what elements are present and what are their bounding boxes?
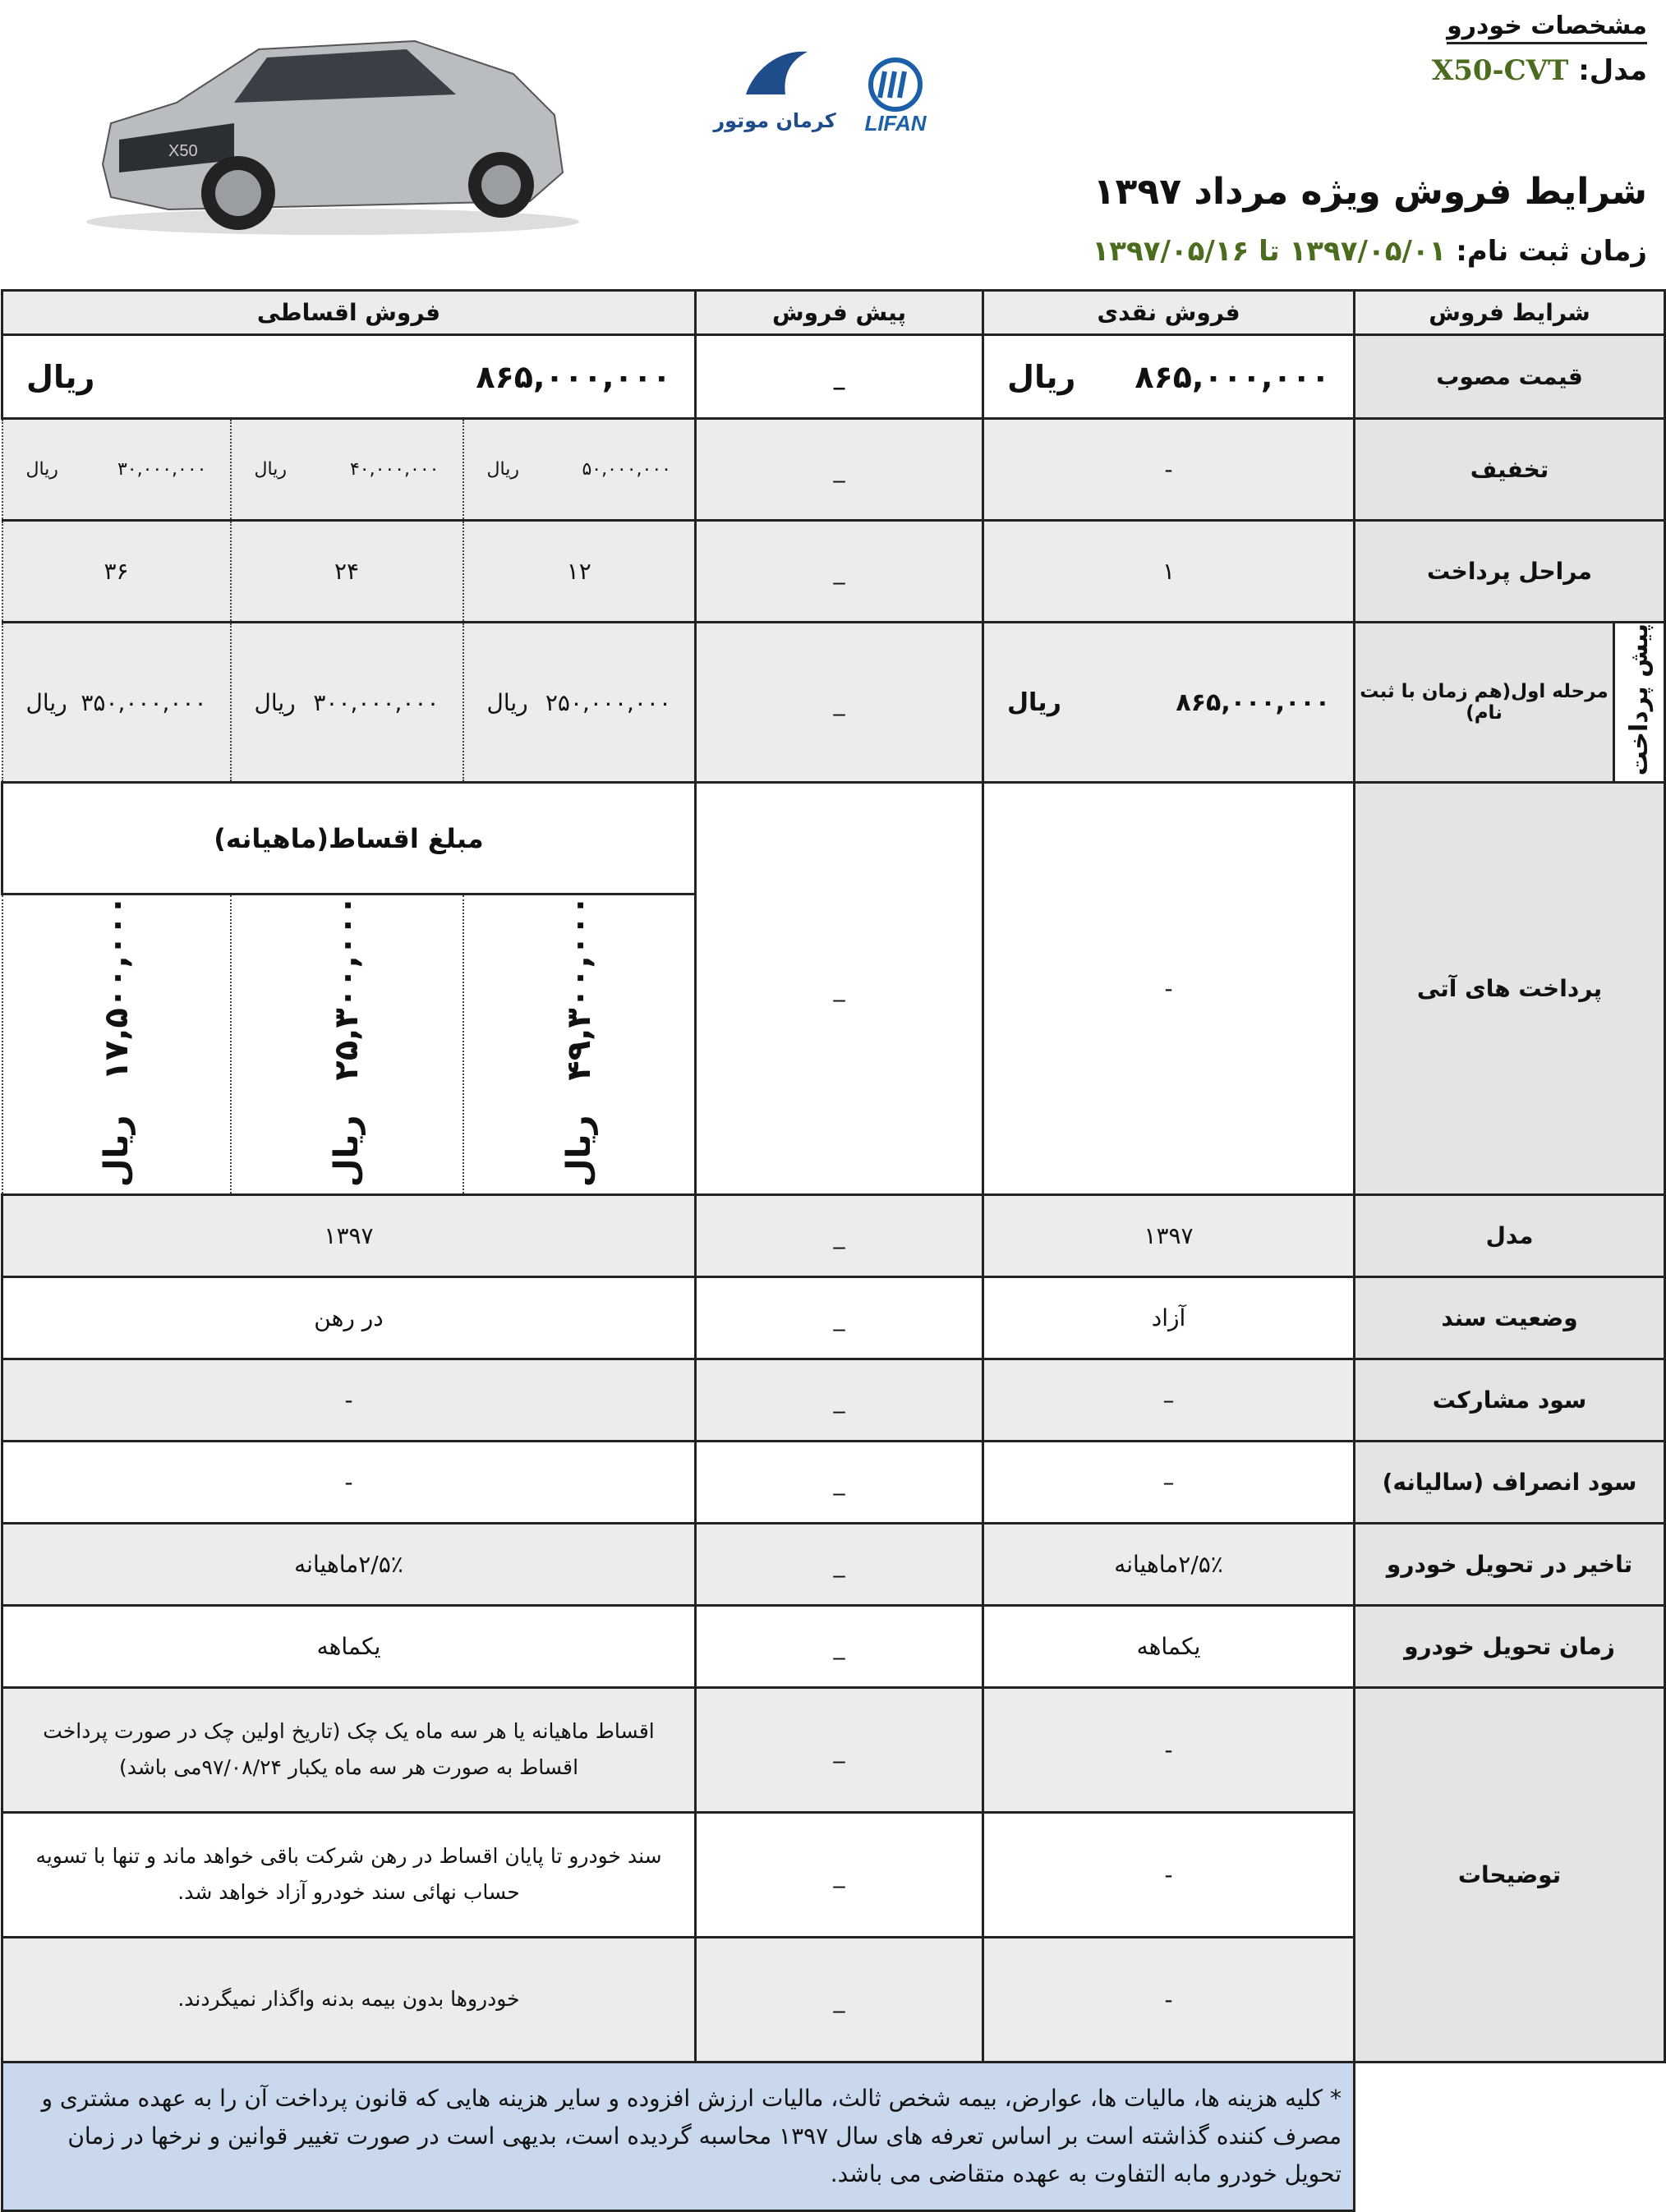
lifan-wordmark: LIFAN — [864, 111, 927, 136]
cash-future: - — [983, 783, 1355, 1194]
discount-36: ۳۰,۰۰۰,۰۰۰ ریال — [2, 419, 231, 521]
cash-delay: ۲/۵٪ماهیانه — [983, 1523, 1355, 1605]
stages-12: ۱۲ — [463, 521, 696, 623]
presale-delivery: _ — [696, 1605, 983, 1687]
car-badge: X50 — [168, 142, 198, 160]
page-title: شرایط فروش ویژه مرداد ۱۳۹۷ — [1093, 171, 1647, 213]
col-header-cash: فروش نقدی — [983, 291, 1355, 335]
cash-cancel: – — [983, 1441, 1355, 1523]
cash-note-2: - — [983, 1812, 1355, 1937]
row-label-model: مدل — [1355, 1194, 1665, 1276]
stages-36: ۳۶ — [2, 521, 231, 623]
row-label-price: قیمت مصوب — [1355, 335, 1665, 419]
presale-partnership: _ — [696, 1359, 983, 1441]
installment-model: ۱۳۹۷ — [2, 1194, 696, 1276]
installment-note-3: خودروها بدون بیمه بدنه واگذار نمیگردند. — [2, 1937, 696, 2062]
installment-partnership: - — [2, 1359, 696, 1441]
installment-delivery: یکماهه — [2, 1605, 696, 1687]
row-label-partnership: سود مشارکت — [1355, 1359, 1665, 1441]
presale-future: _ — [696, 783, 983, 1194]
presale-price: _ — [696, 335, 983, 419]
sales-conditions-table — [1, 289, 1666, 2212]
installment-delay: ۲/۵٪ماهیانه — [2, 1523, 696, 1605]
kerman-wordmark: کرمان موتور — [713, 109, 836, 132]
kerman-motor-logo — [713, 45, 836, 136]
row-label-discount: تخفیف — [1355, 419, 1665, 521]
presale-discount: _ — [696, 419, 983, 521]
col-header-installment: فروش اقساطی — [2, 291, 696, 335]
row-label-notes: توضیحات — [1355, 1687, 1665, 2062]
model-value: X50-CVT — [1431, 54, 1569, 87]
row-label-delay: تاخیر در تحویل خودرو — [1355, 1523, 1665, 1605]
monthly-12: ۴۹,۳۰۰,۰۰۰ ریال — [463, 894, 696, 1194]
cash-discount: - — [983, 419, 1355, 521]
registration-label: زمان ثبت نام: — [1456, 235, 1647, 268]
car-image — [70, 25, 596, 238]
installment-price: ۸۶۵,۰۰۰,۰۰۰ ریال — [2, 335, 696, 419]
prepay-36: ۳۵۰,۰۰۰,۰۰۰ ریال — [2, 623, 231, 783]
spec-title: مشخصات خودرو — [1447, 11, 1647, 44]
cash-note-3: - — [983, 1937, 1355, 2062]
presale-note-1: _ — [696, 1687, 983, 1812]
prepay-24: ۳۰۰,۰۰۰,۰۰۰ ریال — [231, 623, 463, 783]
cash-deed: آزاد — [983, 1276, 1355, 1359]
prepay-12: ۲۵۰,۰۰۰,۰۰۰ ریال — [463, 623, 696, 783]
presale-note-2: _ — [696, 1812, 983, 1937]
row-label-stages: مراحل پرداخت — [1355, 521, 1665, 623]
col-header-presale: پیش فروش — [696, 291, 983, 335]
row-label-prepay: مرحله اول(هم زمان با ثبت نام) — [1355, 623, 1614, 783]
footer-note: * کلیه هزینه ها، مالیات ها، عوارض، بیمه شخص ثالث، مالیات ارزش افزوده و سایر هزینه هایی که قانون پرداخت آن را به عهده مشتری و مصرف کننده گذاشته است بر اساس تعرفه های سال ۱۳۹۷ محاسبه گردیده است، بدیهی است در صورت تغییر قوانین و نرخها در زمان تحویل خودرو مابه التفاوت به عهده متقاضی می باشد. — [2, 2062, 1355, 2210]
installment-deed: در رهن — [2, 1276, 696, 1359]
cash-prepay: ۸۶۵,۰۰۰,۰۰۰ ریال — [983, 623, 1355, 783]
monthly-24: ۲۵,۳۰۰,۰۰۰ ریال — [231, 894, 463, 1194]
row-label-cancel: سود انصراف (سالیانه) — [1355, 1441, 1665, 1523]
presale-delay: _ — [696, 1523, 983, 1605]
cash-note-1: - — [983, 1687, 1355, 1812]
row-label-future: پرداخت های آتی — [1355, 783, 1665, 1194]
prepay-group-label: پیش پرداخت — [1614, 623, 1665, 783]
monthly-36: ۱۷,۵۰۰,۰۰۰ ریال — [2, 894, 231, 1194]
cash-price: ۸۶۵,۰۰۰,۰۰۰ ریال — [983, 335, 1355, 419]
presale-deed: _ — [696, 1276, 983, 1359]
col-header-conditions: شرایط فروش — [1355, 291, 1665, 335]
lifan-logo — [850, 53, 941, 136]
row-label-deed: وضعیت سند — [1355, 1276, 1665, 1359]
cash-partnership: – — [983, 1359, 1355, 1441]
footer-spacer — [1355, 2062, 1665, 2210]
installment-note-2: سند خودرو تا پایان اقساط در رهن شرکت باقی خواهد ماند و تنها با تسویه حساب نهائی سند خودرو آزاد خواهد شد. — [2, 1812, 696, 1937]
stages-24: ۲۴ — [231, 521, 463, 623]
monthly-title: مبلغ اقساط(ماهیانه) — [2, 783, 696, 894]
presale-cancel: _ — [696, 1441, 983, 1523]
cash-stages: ۱ — [983, 521, 1355, 623]
presale-prepay: _ — [696, 623, 983, 783]
discount-12: ۵۰,۰۰۰,۰۰۰ ریال — [463, 419, 696, 521]
presale-model: _ — [696, 1194, 983, 1276]
registration-line — [1092, 235, 1647, 268]
installment-cancel: - — [2, 1441, 696, 1523]
installment-note-1: اقساط ماهیانه یا هر سه ماه یک چک (تاریخ اولین چک در صورت پرداخت اقساط به صورت هر سه ماه یکبار ۹۷/۰۸/۲۴می باشد) — [2, 1687, 696, 1812]
cash-model: ۱۳۹۷ — [983, 1194, 1355, 1276]
discount-24: ۴۰,۰۰۰,۰۰۰ ریال — [231, 419, 463, 521]
model-label: مدل: — [1578, 54, 1647, 87]
cash-delivery: یکماهه — [983, 1605, 1355, 1687]
presale-stages: _ — [696, 521, 983, 623]
presale-note-3: _ — [696, 1937, 983, 2062]
registration-value: ۱۳۹۷/۰۵/۰۱ تا ۱۳۹۷/۰۵/۱۶ — [1092, 235, 1447, 268]
model-line — [1432, 54, 1647, 87]
row-label-delivery: زمان تحویل خودرو — [1355, 1605, 1665, 1687]
